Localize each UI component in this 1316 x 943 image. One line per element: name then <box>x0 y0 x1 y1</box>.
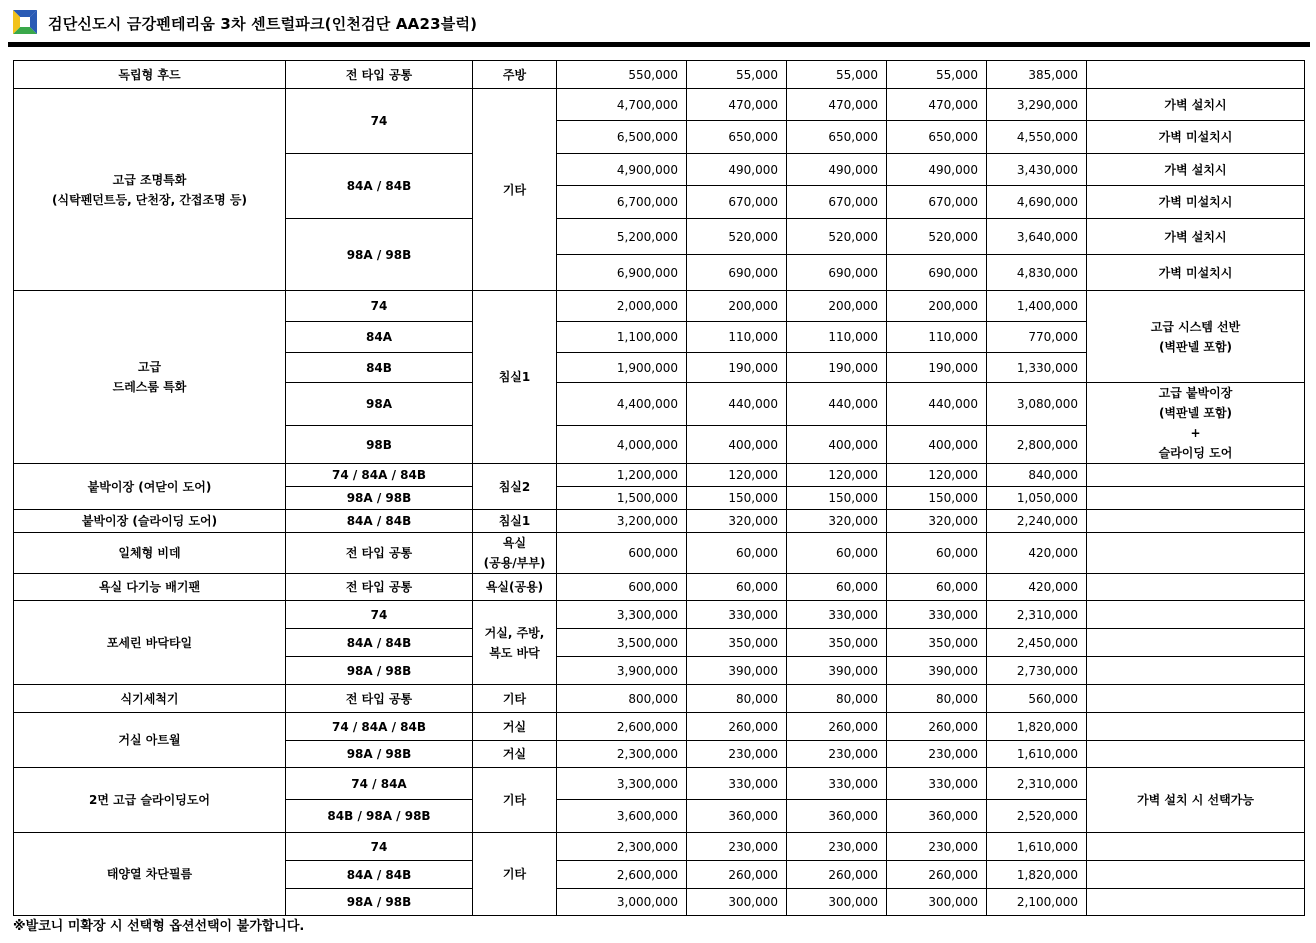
price-cell: 770,000 <box>987 322 1087 353</box>
unit-type-cell: 84A / 84B <box>286 861 473 889</box>
option-item-cell: 포세린 바닥타일 <box>14 601 286 685</box>
page-header <box>0 0 1316 46</box>
price-cell: 2,300,000 <box>557 741 687 768</box>
price-cell: 260,000 <box>787 861 887 889</box>
price-cell: 600,000 <box>557 574 687 601</box>
note-cell <box>1087 861 1305 889</box>
price-cell: 3,200,000 <box>557 510 687 533</box>
price-cell: 470,000 <box>687 89 787 121</box>
price-cell: 2,100,000 <box>987 889 1087 916</box>
unit-type-cell: 전 타입 공통 <box>286 574 473 601</box>
price-cell: 560,000 <box>987 685 1087 713</box>
table-row <box>14 61 1305 89</box>
price-cell: 470,000 <box>787 89 887 121</box>
option-item-cell: 일체형 비데 <box>14 533 286 574</box>
note-cell <box>1087 713 1305 741</box>
price-cell: 1,200,000 <box>557 464 687 487</box>
price-cell: 440,000 <box>787 383 887 426</box>
price-cell: 55,000 <box>887 61 987 89</box>
price-cell: 4,830,000 <box>987 255 1087 291</box>
location-cell: 거실 <box>473 741 557 768</box>
location-cell: 주방 <box>473 61 557 89</box>
price-cell: 3,500,000 <box>557 629 687 657</box>
price-cell: 3,300,000 <box>557 768 687 800</box>
price-cell: 55,000 <box>687 61 787 89</box>
price-cell: 300,000 <box>887 889 987 916</box>
unit-type-cell: 98A / 98B <box>286 657 473 685</box>
unit-type-cell: 74 / 84A <box>286 768 473 800</box>
unit-type-cell: 74 <box>286 601 473 629</box>
note-cell: 고급 시스템 선반 (벽판넬 포함) <box>1087 291 1305 383</box>
price-cell: 360,000 <box>887 800 987 833</box>
price-cell: 2,310,000 <box>987 768 1087 800</box>
table-row <box>14 291 1305 322</box>
price-cell: 1,820,000 <box>987 861 1087 889</box>
price-cell: 60,000 <box>887 533 987 574</box>
table-row <box>14 510 1305 533</box>
note-cell <box>1087 510 1305 533</box>
price-cell: 400,000 <box>787 426 887 464</box>
location-cell: 침실2 <box>473 464 557 510</box>
price-cell: 190,000 <box>687 353 787 383</box>
option-item-cell: 독립형 후드 <box>14 61 286 89</box>
location-cell: 기타 <box>473 685 557 713</box>
price-cell: 350,000 <box>887 629 987 657</box>
price-cell: 2,000,000 <box>557 291 687 322</box>
unit-type-cell: 84A <box>286 322 473 353</box>
price-cell: 360,000 <box>687 800 787 833</box>
table-row <box>14 464 1305 487</box>
price-cell: 4,690,000 <box>987 186 1087 219</box>
option-item-cell: 태양열 차단필름 <box>14 833 286 916</box>
note-cell: 가벽 설치시 <box>1087 154 1305 186</box>
price-cell: 350,000 <box>787 629 887 657</box>
note-cell <box>1087 601 1305 629</box>
price-cell: 2,450,000 <box>987 629 1087 657</box>
price-cell: 260,000 <box>887 713 987 741</box>
price-cell: 1,330,000 <box>987 353 1087 383</box>
price-cell: 4,400,000 <box>557 383 687 426</box>
price-cell: 260,000 <box>787 713 887 741</box>
table-row <box>14 574 1305 601</box>
unit-type-cell: 전 타입 공통 <box>286 61 473 89</box>
option-item-cell: 2면 고급 슬라이딩도어 <box>14 768 286 833</box>
price-cell: 110,000 <box>787 322 887 353</box>
option-item-cell: 거실 아트월 <box>14 713 286 768</box>
price-cell: 390,000 <box>887 657 987 685</box>
price-cell: 520,000 <box>687 219 787 255</box>
location-cell: 기타 <box>473 833 557 916</box>
unit-type-cell: 74 / 84A / 84B <box>286 464 473 487</box>
price-cell: 670,000 <box>887 186 987 219</box>
note-cell: 가벽 미설치시 <box>1087 121 1305 154</box>
price-cell: 3,900,000 <box>557 657 687 685</box>
table-row <box>14 713 1305 741</box>
price-cell: 2,310,000 <box>987 601 1087 629</box>
price-cell: 2,240,000 <box>987 510 1087 533</box>
price-cell: 3,640,000 <box>987 219 1087 255</box>
option-item-cell: 식기세척기 <box>14 685 286 713</box>
price-cell: 120,000 <box>787 464 887 487</box>
price-cell: 190,000 <box>887 353 987 383</box>
price-cell: 350,000 <box>687 629 787 657</box>
location-cell: 욕실 (공용/부부) <box>473 533 557 574</box>
price-cell: 490,000 <box>887 154 987 186</box>
price-cell: 55,000 <box>787 61 887 89</box>
price-cell: 120,000 <box>687 464 787 487</box>
price-cell: 650,000 <box>787 121 887 154</box>
price-cell: 150,000 <box>687 487 787 510</box>
price-cell: 390,000 <box>687 657 787 685</box>
price-cell: 840,000 <box>987 464 1087 487</box>
price-cell: 3,300,000 <box>557 601 687 629</box>
price-cell: 320,000 <box>687 510 787 533</box>
header-rule <box>8 42 1310 47</box>
note-cell: 가벽 설치시 <box>1087 219 1305 255</box>
unit-type-cell: 84A / 84B <box>286 629 473 657</box>
location-cell: 침실1 <box>473 510 557 533</box>
price-cell: 420,000 <box>987 574 1087 601</box>
location-cell: 기타 <box>473 768 557 833</box>
price-cell: 1,100,000 <box>557 322 687 353</box>
price-cell: 230,000 <box>787 833 887 861</box>
table-row <box>14 89 1305 121</box>
unit-type-cell: 84A / 84B <box>286 154 473 219</box>
price-cell: 4,550,000 <box>987 121 1087 154</box>
option-item-cell: 고급 드레스룸 특화 <box>14 291 286 464</box>
price-cell: 230,000 <box>687 833 787 861</box>
location-cell: 거실 <box>473 713 557 741</box>
price-cell: 200,000 <box>687 291 787 322</box>
price-cell: 3,290,000 <box>987 89 1087 121</box>
price-cell: 1,050,000 <box>987 487 1087 510</box>
note-cell <box>1087 889 1305 916</box>
unit-type-cell: 98A <box>286 383 473 426</box>
price-cell: 2,300,000 <box>557 833 687 861</box>
unit-type-cell: 98A / 98B <box>286 889 473 916</box>
price-cell: 600,000 <box>557 533 687 574</box>
note-cell <box>1087 833 1305 861</box>
unit-type-cell: 74 <box>286 833 473 861</box>
price-cell: 400,000 <box>887 426 987 464</box>
price-cell: 120,000 <box>887 464 987 487</box>
note-cell: 가벽 설치시 <box>1087 89 1305 121</box>
footnote: ※발코니 미확장 시 선택형 옵션선택이 불가합니다. <box>13 919 305 934</box>
price-cell: 60,000 <box>687 574 787 601</box>
note-cell <box>1087 629 1305 657</box>
unit-type-cell: 98A / 98B <box>286 741 473 768</box>
price-cell: 80,000 <box>687 685 787 713</box>
price-cell: 390,000 <box>787 657 887 685</box>
price-cell: 360,000 <box>787 800 887 833</box>
price-cell: 4,700,000 <box>557 89 687 121</box>
price-cell: 800,000 <box>557 685 687 713</box>
price-cell: 60,000 <box>787 533 887 574</box>
price-cell: 6,900,000 <box>557 255 687 291</box>
unit-type-cell: 98A / 98B <box>286 219 473 291</box>
price-cell: 2,600,000 <box>557 861 687 889</box>
note-cell <box>1087 487 1305 510</box>
price-cell: 1,900,000 <box>557 353 687 383</box>
price-cell: 2,800,000 <box>987 426 1087 464</box>
price-cell: 230,000 <box>887 741 987 768</box>
price-cell: 490,000 <box>687 154 787 186</box>
price-cell: 60,000 <box>787 574 887 601</box>
option-item-cell: 욕실 다기능 배기팬 <box>14 574 286 601</box>
unit-type-cell: 84B <box>286 353 473 383</box>
note-cell <box>1087 464 1305 487</box>
price-cell: 1,610,000 <box>987 741 1087 768</box>
price-cell: 200,000 <box>887 291 987 322</box>
location-cell: 기타 <box>473 89 557 291</box>
note-cell: 고급 붙박이장 (벽판넬 포함) + 슬라이딩 도어 <box>1087 383 1305 464</box>
price-cell: 60,000 <box>887 574 987 601</box>
price-cell: 80,000 <box>887 685 987 713</box>
price-cell: 300,000 <box>787 889 887 916</box>
option-item-cell: 붙박이장 (여닫이 도어) <box>14 464 286 510</box>
price-cell: 3,000,000 <box>557 889 687 916</box>
option-price-table <box>13 60 1305 916</box>
price-cell: 110,000 <box>887 322 987 353</box>
price-cell: 690,000 <box>787 255 887 291</box>
price-cell: 385,000 <box>987 61 1087 89</box>
price-cell: 260,000 <box>687 713 787 741</box>
location-cell: 거실, 주방, 복도 바닥 <box>473 601 557 685</box>
unit-type-cell: 74 <box>286 89 473 154</box>
price-cell: 110,000 <box>687 322 787 353</box>
note-cell <box>1087 685 1305 713</box>
price-cell: 3,080,000 <box>987 383 1087 426</box>
price-cell: 2,600,000 <box>557 713 687 741</box>
price-cell: 330,000 <box>787 768 887 800</box>
option-item-cell: 붙박이장 (슬라이딩 도어) <box>14 510 286 533</box>
page-title: 검단신도시 금강펜테리움 3차 센트럴파크(인천검단 AA23블럭) <box>48 15 478 33</box>
price-cell: 260,000 <box>687 861 787 889</box>
price-cell: 190,000 <box>787 353 887 383</box>
note-cell <box>1087 61 1305 89</box>
unit-type-cell: 98A / 98B <box>286 487 473 510</box>
unit-type-cell: 84A / 84B <box>286 510 473 533</box>
price-cell: 440,000 <box>887 383 987 426</box>
price-cell: 3,430,000 <box>987 154 1087 186</box>
location-cell: 침실1 <box>473 291 557 464</box>
price-cell: 490,000 <box>787 154 887 186</box>
price-cell: 650,000 <box>687 121 787 154</box>
price-cell: 1,500,000 <box>557 487 687 510</box>
option-item-cell: 고급 조명특화 (식탁펜던트등, 단천장, 간접조명 등) <box>14 89 286 291</box>
unit-type-cell: 74 <box>286 291 473 322</box>
table-row <box>14 685 1305 713</box>
price-cell: 80,000 <box>787 685 887 713</box>
price-cell: 670,000 <box>687 186 787 219</box>
price-cell: 1,820,000 <box>987 713 1087 741</box>
price-cell: 690,000 <box>687 255 787 291</box>
logo-icon <box>13 10 37 34</box>
note-cell <box>1087 741 1305 768</box>
unit-type-cell: 84B / 98A / 98B <box>286 800 473 833</box>
price-cell: 690,000 <box>887 255 987 291</box>
price-cell: 320,000 <box>887 510 987 533</box>
price-cell: 1,610,000 <box>987 833 1087 861</box>
price-cell: 260,000 <box>887 861 987 889</box>
price-cell: 4,000,000 <box>557 426 687 464</box>
price-cell: 2,520,000 <box>987 800 1087 833</box>
price-cell: 330,000 <box>687 768 787 800</box>
price-cell: 320,000 <box>787 510 887 533</box>
price-cell: 6,700,000 <box>557 186 687 219</box>
price-cell: 4,900,000 <box>557 154 687 186</box>
price-cell: 300,000 <box>687 889 787 916</box>
price-cell: 520,000 <box>787 219 887 255</box>
unit-type-cell: 전 타입 공통 <box>286 533 473 574</box>
table-row <box>14 601 1305 629</box>
price-cell: 230,000 <box>787 741 887 768</box>
price-cell: 6,500,000 <box>557 121 687 154</box>
price-cell: 230,000 <box>887 833 987 861</box>
note-cell: 가벽 미설치시 <box>1087 186 1305 219</box>
unit-type-cell: 98B <box>286 426 473 464</box>
price-cell: 440,000 <box>687 383 787 426</box>
price-cell: 200,000 <box>787 291 887 322</box>
price-cell: 330,000 <box>687 601 787 629</box>
price-cell: 400,000 <box>687 426 787 464</box>
price-cell: 550,000 <box>557 61 687 89</box>
price-cell: 150,000 <box>787 487 887 510</box>
table-row <box>14 533 1305 574</box>
price-cell: 150,000 <box>887 487 987 510</box>
price-cell: 2,730,000 <box>987 657 1087 685</box>
price-cell: 650,000 <box>887 121 987 154</box>
unit-type-cell: 74 / 84A / 84B <box>286 713 473 741</box>
table-row <box>14 833 1305 861</box>
note-cell: 가벽 설치 시 선택가능 <box>1087 768 1305 833</box>
price-cell: 60,000 <box>687 533 787 574</box>
note-cell: 가벽 미설치시 <box>1087 255 1305 291</box>
note-cell <box>1087 657 1305 685</box>
price-cell: 470,000 <box>887 89 987 121</box>
price-cell: 670,000 <box>787 186 887 219</box>
table-row <box>14 768 1305 800</box>
note-cell <box>1087 533 1305 574</box>
price-cell: 5,200,000 <box>557 219 687 255</box>
price-cell: 230,000 <box>687 741 787 768</box>
note-cell <box>1087 574 1305 601</box>
price-cell: 520,000 <box>887 219 987 255</box>
price-cell: 3,600,000 <box>557 800 687 833</box>
location-cell: 욕실(공용) <box>473 574 557 601</box>
unit-type-cell: 전 타입 공통 <box>286 685 473 713</box>
price-cell: 330,000 <box>887 601 987 629</box>
price-cell: 1,400,000 <box>987 291 1087 322</box>
price-cell: 420,000 <box>987 533 1087 574</box>
price-cell: 330,000 <box>787 601 887 629</box>
price-cell: 330,000 <box>887 768 987 800</box>
